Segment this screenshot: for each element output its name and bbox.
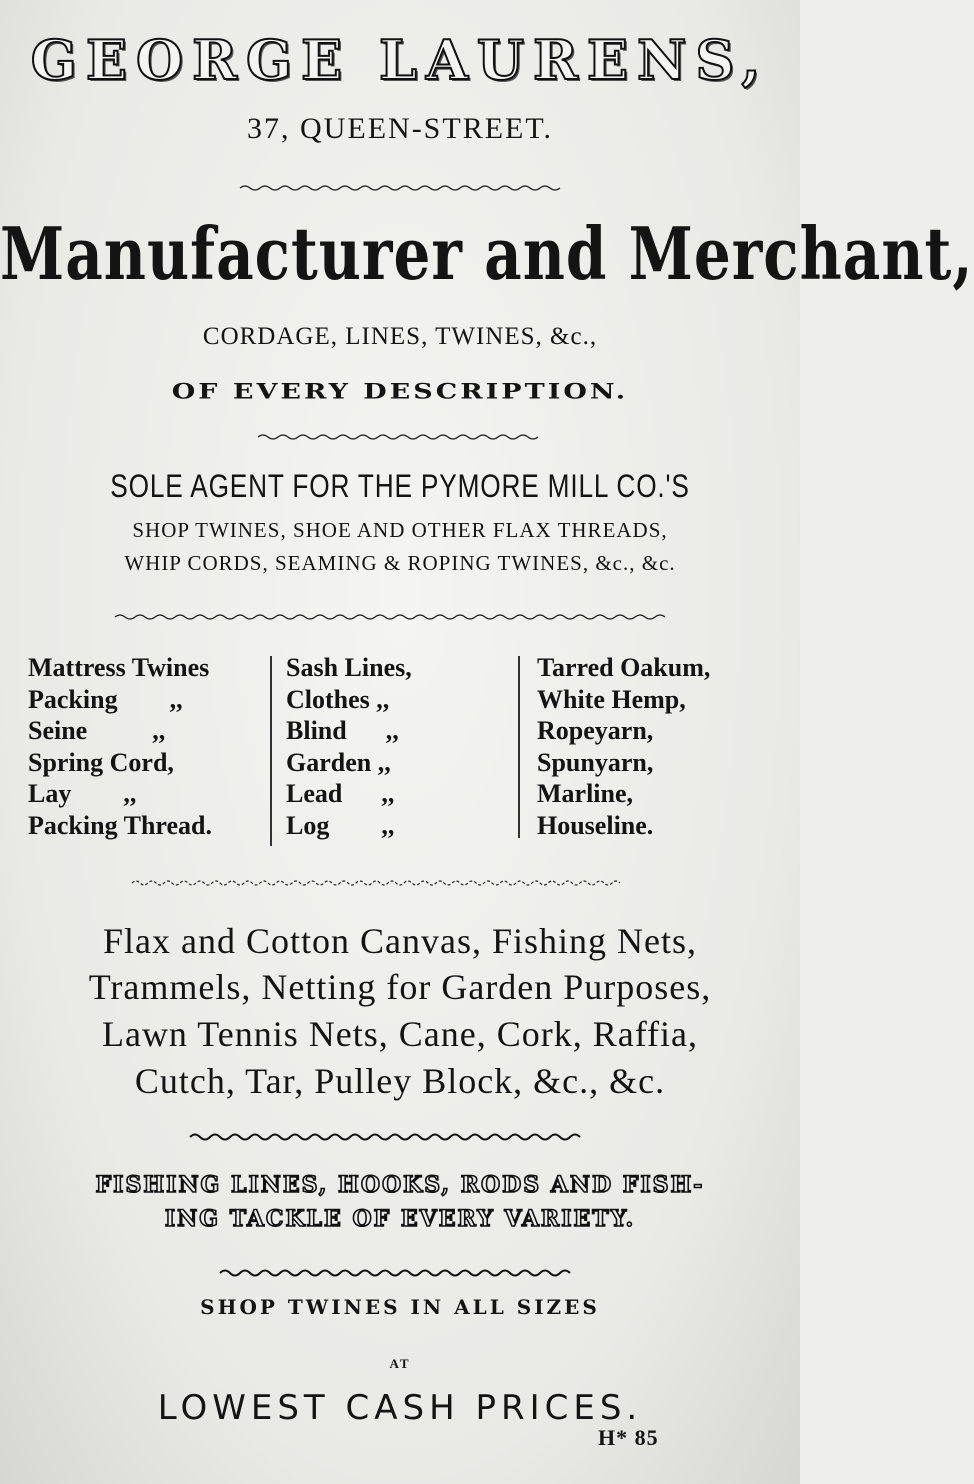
divider-6	[220, 1268, 570, 1278]
trade-heading: Manufacturer and Merchant,	[0, 211, 974, 297]
cordage-line: CORDAGE, LINES, TWINES, &c.,	[202, 323, 598, 350]
list-item: Tarred Oakum,	[537, 653, 711, 682]
list-item: Spring Cord,	[28, 747, 174, 777]
divider-3	[115, 612, 665, 622]
product-column-3	[537, 652, 710, 842]
fishing-line-1: FISHING LINES, HOOKS, RODS AND FISH-	[95, 1172, 705, 1198]
list-item: Seine ,,	[28, 716, 166, 746]
at-word: AT	[389, 1356, 411, 1371]
list-item: Lead ,,	[286, 779, 395, 809]
list-item: Packing ,,	[28, 684, 183, 714]
list-item: Blind ,,	[286, 716, 399, 746]
column-separator	[270, 656, 272, 846]
list-item: Ropeyarn,	[537, 716, 654, 746]
divider-5	[190, 1132, 580, 1142]
goods-line-3: Lawn Tennis Nets, Cane, Cork, Raffia,	[101, 1014, 699, 1054]
sole-agent-heading: SOLE AGENT FOR THE PYMORE MILL CO.'S	[110, 468, 690, 504]
every-description-line: OF EVERY DESCRIPTION.	[171, 379, 629, 404]
column-separator	[518, 656, 520, 838]
agency-line-1: SHOP TWINES, SHOE AND OTHER FLAX THREADS,	[132, 518, 668, 542]
page-mark: H* 85	[598, 1425, 659, 1450]
shop-twines-line: SHOP TWINES IN ALL SIZES	[200, 1295, 600, 1319]
product-column-2	[286, 652, 412, 842]
list-item: Log ,,	[286, 810, 395, 840]
list-item: Garden ,,	[286, 747, 391, 777]
goods-line-1: Flax and Cotton Canvas, Fishing Nets,	[103, 921, 697, 961]
list-item: Mattress Twines	[28, 653, 210, 682]
list-item: Clothes ,,	[286, 684, 390, 714]
goods-line-4: Cutch, Tar, Pulley Block, &c., &c.	[134, 1061, 666, 1101]
fishing-line-2: ING TACKLE OF EVERY VARIETY.	[164, 1206, 636, 1232]
list-item: Packing Thread.	[28, 810, 212, 840]
street-address: 37, QUEEN-STREET.	[247, 112, 553, 145]
list-item: Spunyarn,	[537, 747, 654, 777]
list-item: Lay ,,	[28, 779, 137, 809]
list-item: Houseline.	[537, 810, 654, 840]
list-item: Sash Lines,	[286, 653, 412, 682]
divider-2	[258, 432, 542, 442]
goods-line-2: Trammels, Netting for Garden Purposes,	[88, 967, 712, 1007]
divider-1	[240, 183, 560, 193]
advertiser-name: GEORGE LAURENS,	[30, 28, 770, 92]
agency-line-2: WHIP CORDS, SEAMING & ROPING TWINES, &c., &c.	[124, 551, 676, 575]
divider-4	[132, 878, 620, 888]
lowest-prices-line: LOWEST CASH PRICES.	[157, 1388, 643, 1428]
list-item: White Hemp,	[537, 684, 686, 714]
list-item: Marline,	[537, 779, 634, 809]
product-column-1	[28, 652, 212, 842]
